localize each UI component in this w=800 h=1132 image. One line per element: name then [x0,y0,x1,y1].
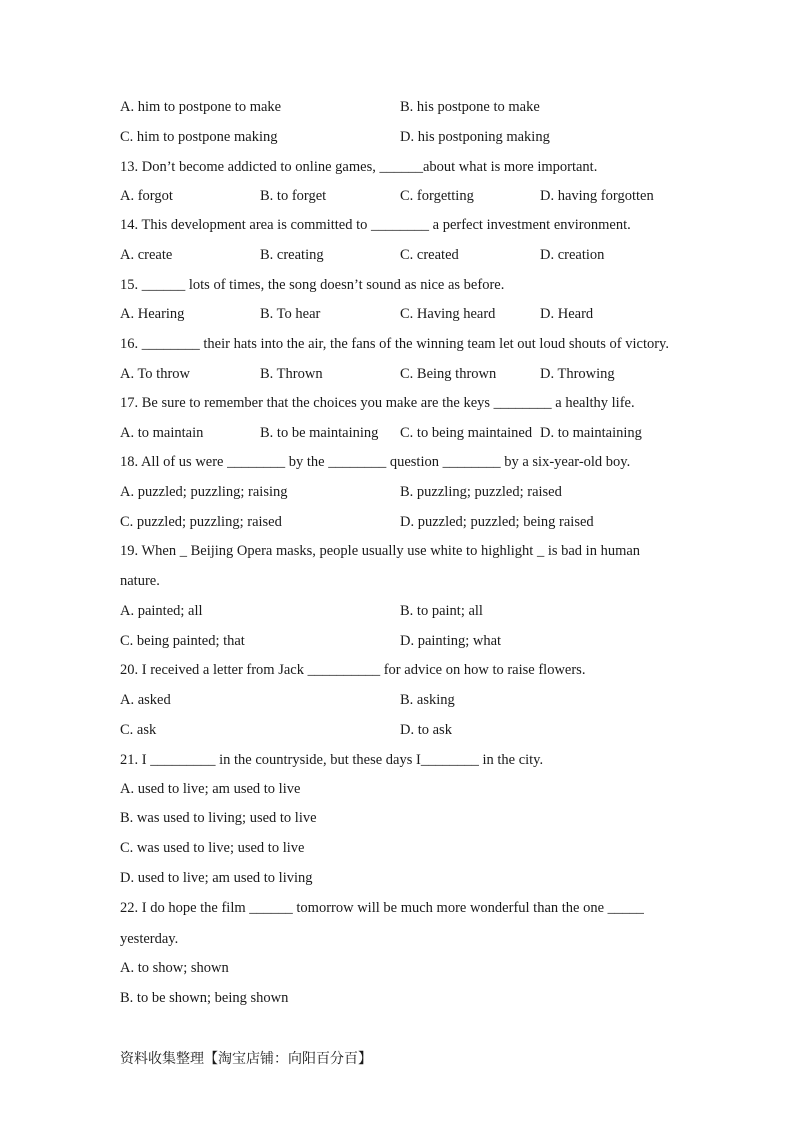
question-text: 20. I received a letter from Jack __________ for advice on how to raise flowers. [120,662,586,678]
options-row [120,808,680,828]
question-text: 18. All of us were ________ by the ________ question ________ by a six-year-old boy. [120,454,631,470]
question-text: nature. [120,573,160,589]
options-row [120,988,680,1008]
question-text: 17. Be sure to remember that the choices you make are the keys ________ a healthy life. [120,395,635,411]
answer-option: C. puzzled; puzzling; raised [120,514,282,530]
answer-option: B. his postpone to make [400,99,540,115]
options-row [120,690,680,710]
options-row [120,364,680,384]
options-row [120,304,680,324]
answer-option: B. was used to living; used to live [120,810,317,826]
answer-option: A. to show; shown [120,960,229,976]
answer-option: D. to ask [400,722,452,738]
answer-option: B. asking [400,692,455,708]
answer-option: D. used to live; am used to living [120,870,313,886]
options-row [120,97,680,117]
answer-option: C. forgetting [400,188,474,204]
question-text: 16. ________ their hats into the air, the fans of the winning team let out loud shouts of victory. [120,336,669,352]
answer-option: B. creating [260,247,324,263]
options-row [120,186,680,206]
answer-option: A. him to postpone to make [120,99,282,115]
options-row [120,868,680,888]
answer-option: B. puzzling; puzzled; raised [400,484,562,500]
answer-option: A. puzzled; puzzling; raising [120,484,288,500]
options-row [120,423,680,443]
answer-option: D. having forgotten [540,188,654,204]
question-text: 19. When _ Beijing Opera masks, people usually use white to highlight _ is bad in human [120,543,641,559]
answer-option: A. painted; all [120,603,203,619]
answer-option: C. to being maintained [400,425,533,441]
options-row [120,720,680,740]
options-row [120,127,680,147]
answer-option: B. to be shown; being shown [120,990,289,1006]
answer-option: C. created [400,247,459,263]
options-row [120,512,680,532]
options-row [120,245,680,265]
answer-option: C. was used to live; used to live [120,840,305,856]
answer-option: D. his postponing making [400,129,550,145]
question-text: yesterday. [120,931,179,947]
question-text: 14. This development area is committed to ________ a perfect investment environment. [120,217,631,233]
answer-option: D. Throwing [540,366,615,382]
answer-option: A. To throw [120,366,191,382]
options-row [120,631,680,651]
question-text: 22. I do hope the film ______ tomorrow will be much more wonderful than the one _____ [120,900,644,916]
options-row [120,779,680,799]
answer-option: B. to forget [260,188,327,204]
answer-option: A. forgot [120,188,173,204]
answer-option: D. puzzled; puzzled; being raised [400,514,594,530]
answer-option: A. to maintain [120,425,204,441]
options-row [120,482,680,502]
answer-option: D. painting; what [400,633,502,649]
answer-option: C. ask [120,722,157,738]
answer-option: B. to be maintaining [260,425,379,441]
answer-option: B. Thrown [260,366,323,382]
answer-option: A. create [120,247,173,263]
answer-option: A. used to live; am used to live [120,781,301,797]
answer-option: D. to maintaining [540,425,642,441]
answer-option: C. Having heard [400,306,496,322]
answer-option: D. Heard [540,306,594,322]
answer-option: C. him to postpone making [120,129,278,145]
answer-option: B. to paint; all [400,603,483,619]
answer-option: C. being painted; that [120,633,245,649]
answer-option: A. Hearing [120,306,185,322]
options-row [120,838,680,858]
footer-note: 资料收集整理【淘宝店铺：向阳百分百】 [120,1051,372,1067]
options-row [120,601,680,621]
answer-option: D. creation [540,247,605,263]
question-text: 15. ______ lots of times, the song doesn’t sound as nice as before. [120,277,505,293]
answer-option: B. To hear [260,306,321,322]
question-text: 21. I _________ in the countryside, but these days I________ in the city. [120,752,544,768]
answer-option: C. Being thrown [400,366,497,382]
options-row [120,958,680,978]
answer-option: A. asked [120,692,171,708]
question-text: 13. Don’t become addicted to online games, ______about what is more important. [120,159,598,175]
